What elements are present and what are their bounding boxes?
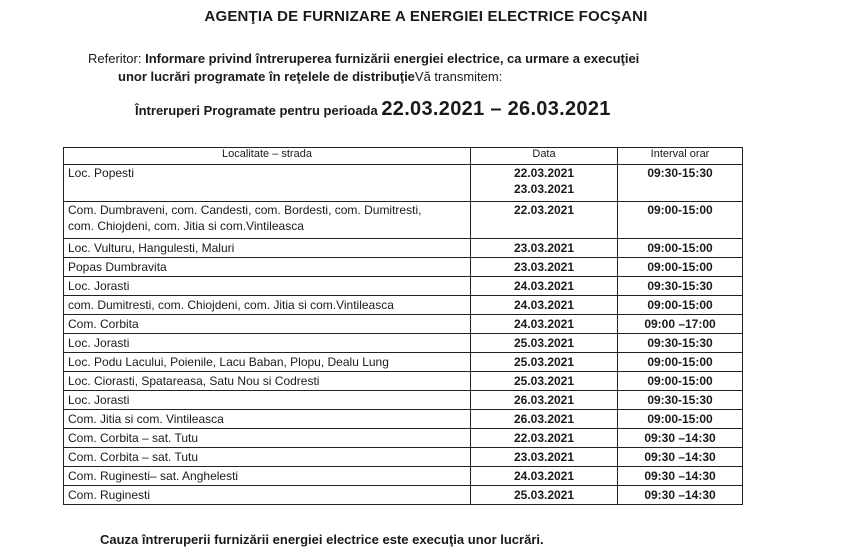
interval-cell: 09:30 –14:30 — [618, 448, 743, 467]
location-cell: Popas Dumbravita — [64, 258, 471, 277]
table-row — [64, 467, 743, 486]
reference-block — [88, 50, 768, 86]
location-cell: com. Dumitresti, com. Chiojdeni, com. Jitia si com.Vintileasca — [64, 296, 471, 315]
reference-line-2 — [88, 68, 768, 86]
reference-line-1 — [88, 50, 768, 68]
location-line-1: Com. Dumbraveni, com. Candesti, com. Bordesti, com. Dumitresti, — [68, 203, 422, 217]
date-cell: 24.03.2021 — [471, 277, 618, 296]
interval-cell: 09:00-15:00 — [618, 372, 743, 391]
date-value: 22.03.2021 — [513, 166, 575, 180]
column-header-date: Data — [471, 148, 618, 165]
table-row — [64, 165, 743, 202]
period-dates: 22.03.2021 – 26.03.2021 — [381, 98, 611, 120]
table-row — [64, 334, 743, 353]
interval-cell: 09:00-15:00 — [618, 353, 743, 372]
date-value-2: 23.03.2021 — [513, 182, 575, 196]
table-row — [64, 258, 743, 277]
location-cell — [64, 202, 471, 239]
date-cell: 25.03.2021 — [471, 486, 618, 505]
table-row — [64, 202, 743, 239]
interval-cell: 09:00-15:00 — [618, 202, 743, 239]
date-cell: 23.03.2021 — [471, 239, 618, 258]
date-cell: 24.03.2021 — [471, 296, 618, 315]
location-cell: Com. Ruginesti– sat. Anghelesti — [64, 467, 471, 486]
interval-cell: 09:30-15:30 — [618, 334, 743, 353]
table-row — [64, 277, 743, 296]
date-cell: 23.03.2021 — [471, 258, 618, 277]
interval-cell: 09:30-15:30 — [618, 277, 743, 296]
outage-table — [63, 147, 743, 505]
period-label: Întreruperi Programate pentru perioada — [135, 103, 378, 118]
location-cell: Loc. Vulturu, Hangulesti, Maluri — [64, 239, 471, 258]
location-cell: Com. Jitia si com. Vintileasca — [64, 410, 471, 429]
document-title: AGENŢIA DE FURNIZARE A ENERGIEI ELECTRICE FOCŞANI — [204, 8, 648, 25]
interval-cell: 09:00-15:00 — [618, 410, 743, 429]
interval-cell: 09:30-15:30 — [618, 165, 743, 202]
interval-cell: 09:30 –14:30 — [618, 486, 743, 505]
column-header-location: Localitate – strada — [64, 148, 471, 165]
table-row — [64, 391, 743, 410]
table-row — [64, 239, 743, 258]
date-cell: 25.03.2021 — [471, 353, 618, 372]
interval-cell: 09:30 –14:30 — [618, 467, 743, 486]
table-row — [64, 429, 743, 448]
table-header-row — [64, 148, 743, 165]
date-cell: 25.03.2021 — [471, 334, 618, 353]
date-cell: 22.03.2021 — [471, 429, 618, 448]
location-cell: Com. Corbita – sat. Tutu — [64, 429, 471, 448]
date-cell: 25.03.2021 — [471, 372, 618, 391]
table-row — [64, 296, 743, 315]
location-cell: Com. Corbita — [64, 315, 471, 334]
date-cell — [471, 165, 618, 202]
table-row — [64, 410, 743, 429]
table-row — [64, 353, 743, 372]
date-cell: 26.03.2021 — [471, 410, 618, 429]
location-cell: Com. Corbita – sat. Tutu — [64, 448, 471, 467]
location-cell: Loc. Podu Lacului, Poienile, Lacu Baban, Plopu, Dealu Lung — [64, 353, 471, 372]
date-cell: 24.03.2021 — [471, 315, 618, 334]
interval-cell: 09:00-15:00 — [618, 258, 743, 277]
location-cell: Loc. Jorasti — [64, 334, 471, 353]
location-line-2: com. Chiojdeni, com. Jitia si com.Vintileasca — [68, 219, 304, 233]
reference-label: Referitor: — [88, 51, 142, 66]
interval-cell: 09:00 –17:00 — [618, 315, 743, 334]
table-row — [64, 315, 743, 334]
date-cell: 23.03.2021 — [471, 448, 618, 467]
reference-subject-2: unor lucrări programate în reţelele de distribuţie — [118, 69, 415, 84]
cause-note: Cauza întreruperii furnizării energiei electrice este execuţia unor lucrări. — [100, 532, 544, 547]
location-cell: Loc. Popesti — [64, 165, 471, 202]
interval-cell: 09:30 –14:30 — [618, 429, 743, 448]
location-cell: Loc. Jorasti — [64, 391, 471, 410]
table-row — [64, 372, 743, 391]
interval-cell: 09:00-15:00 — [618, 239, 743, 258]
column-header-interval: Interval orar — [618, 148, 743, 165]
period-heading — [135, 98, 611, 121]
reference-subject-1: Informare privind întreruperea furnizării energiei electrice, ca urmare a execuţiei — [145, 51, 640, 66]
date-cell: 22.03.2021 — [471, 202, 618, 239]
location-cell: Com. Ruginesti — [64, 486, 471, 505]
date-cell: 26.03.2021 — [471, 391, 618, 410]
location-cell: Loc. Jorasti — [64, 277, 471, 296]
date-cell: 24.03.2021 — [471, 467, 618, 486]
table-row — [64, 448, 743, 467]
location-cell: Loc. Ciorasti, Spatareasa, Satu Nou si Codresti — [64, 372, 471, 391]
reference-tail: Vă transmitem: — [414, 69, 503, 84]
interval-cell: 09:30-15:30 — [618, 391, 743, 410]
table-row — [64, 486, 743, 505]
interval-cell: 09:00-15:00 — [618, 296, 743, 315]
